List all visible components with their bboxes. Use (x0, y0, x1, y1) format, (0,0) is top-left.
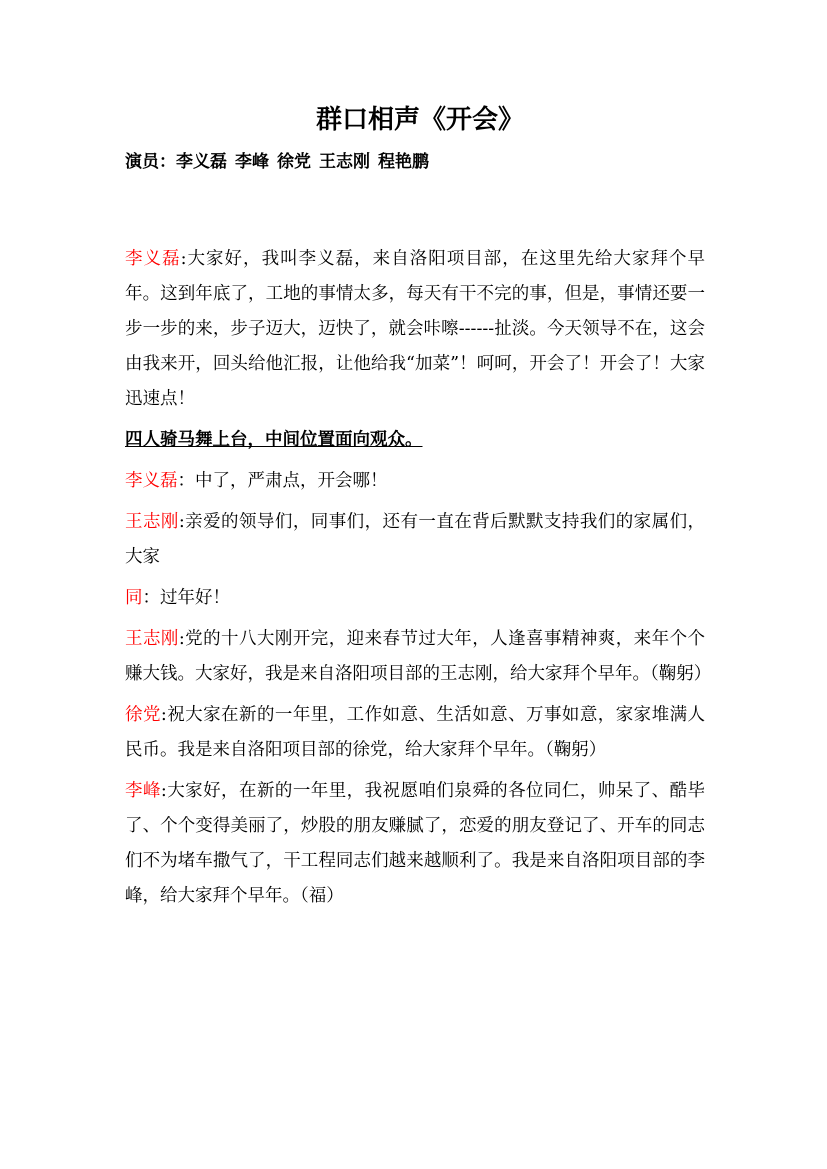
dialogue-text: 大家好，我叫李义磊，来自洛阳项目部，在这里先给大家拜个早年。这到年底了，工地的事情太多，每天有干不完的事，但是，事情还要一步一步的来，步子迈大，迈快了，就会咔嚓------扯淡。今天领导不在，这会由我来开，回头给他汇报，让他给我“加菜”！呵呵，开会了！开会了！大家迅速点！ (125, 249, 706, 409)
cast-label: 演员： (125, 152, 176, 172)
document-page (125, 100, 712, 920)
speaker-colon: ： (142, 588, 160, 608)
speaker-colon: : (178, 512, 185, 532)
speaker-colon: : (180, 249, 187, 269)
cast-line (125, 148, 705, 176)
dialogue-line (125, 581, 705, 616)
dialogue-text: 过年好！ (160, 588, 230, 608)
speaker-name: 李义磊 (125, 471, 178, 491)
speaker-colon: : (178, 629, 185, 649)
speaker-colon: : (160, 781, 167, 801)
dialogue-line (125, 464, 705, 499)
speaker-name: 同 (125, 588, 143, 608)
speaker-name: 王志刚 (125, 512, 179, 532)
dialogue-line (125, 698, 705, 768)
dialogue-line (125, 505, 705, 575)
speaker-name: 李义磊 (125, 249, 181, 269)
dialogue-line (125, 622, 712, 692)
speaker-name: 王志刚 (125, 629, 179, 649)
dialogue-line (125, 242, 705, 417)
dialogue-text: 大家好，在新的一年里，我祝愿咱们泉舜的各位同仁，帅呆了、酷毕了、个个变得美丽了，炒股的朋友赚腻了，恋爱的朋友登记了、开车的同志们不为堵车撒气了，干工程同志们越来越顺利了。我是来自洛阳项目部的李峰，给大家拜个早年。（福） (125, 781, 706, 906)
speaker-name: 徐党 (125, 705, 161, 725)
dialogue-text: 中了，严肃点，开会哪！ (195, 471, 388, 491)
dialogue-line (125, 774, 705, 914)
dialogue-text: 祝大家在新的一年里，工作如意、生活如意、万事如意，家家堆满人民币。我是来自洛阳项目部的徐党，给大家拜个早年。（鞠躬） (125, 705, 706, 760)
dialogue-text: 党的十八大刚开完，迎来春节过大年，人逢喜事精神爽，来年个个赚大钱。大家好，我是来自洛阳项目部的王志刚，给大家拜个早年。（鞠躬） (125, 629, 712, 684)
script-body (125, 242, 712, 914)
cast-actor: 李义磊 (176, 152, 227, 172)
cast-actor: 程艳鹏 (378, 152, 429, 172)
speaker-colon: : (160, 705, 167, 725)
speaker-name: 李峰 (125, 781, 161, 801)
stage-direction: 四人骑马舞上台，中间位置面向观众。 (125, 430, 423, 450)
cast-actor: 李峰 (235, 152, 269, 172)
speaker-colon: ： (177, 471, 195, 491)
cast-actor: 徐党 (277, 152, 311, 172)
document-title: 群口相声《开会》 (315, 105, 524, 135)
cast-actor: 王志刚 (319, 152, 370, 172)
dialogue-text: 亲爱的领导们，同事们，还有一直在背后默默支持我们的家属们，大家 (125, 512, 706, 567)
